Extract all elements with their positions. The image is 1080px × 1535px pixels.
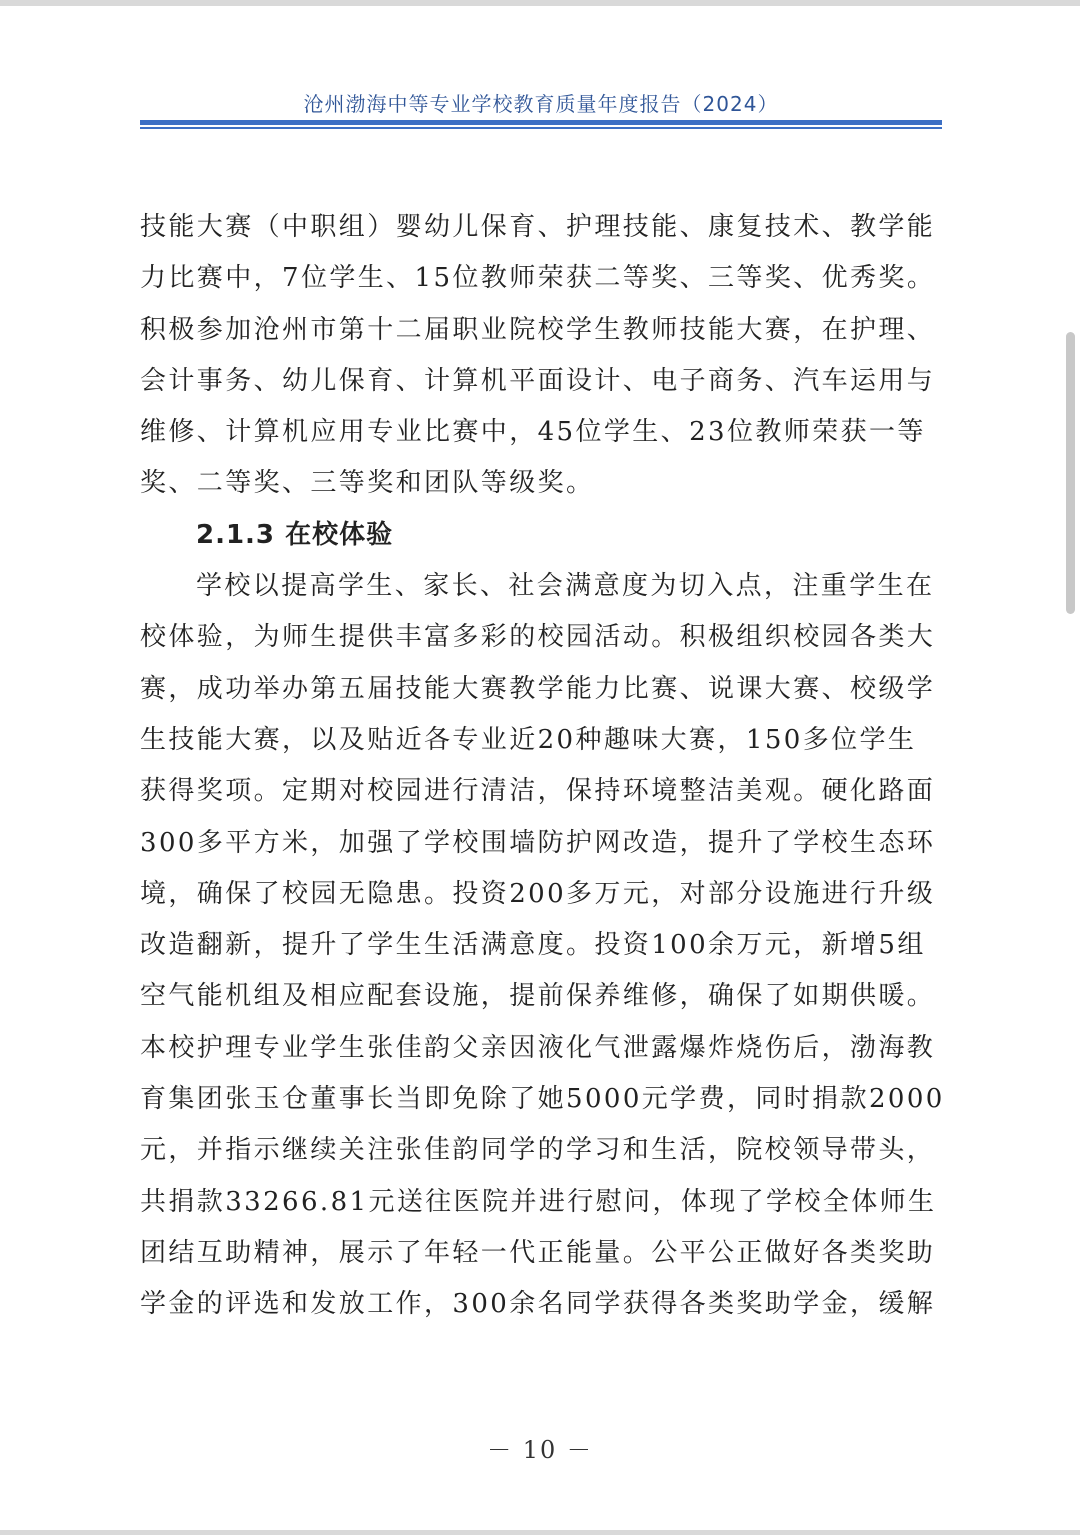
text-line: 育集团张玉仓董事长当即免除了她5000元学费，同时捐款2000 xyxy=(140,1084,945,1115)
text-line: 会计事务、幼儿保育、计算机平面设计、电子商务、汽车运用与 xyxy=(140,365,936,396)
scrollbar[interactable] xyxy=(1064,6,1080,1530)
text-line: 维修、计算机应用专业比赛中，45位学生、23位教师荣获一等 xyxy=(140,417,926,448)
text-line: 积极参加沧州市第十二届职业院校学生教师技能大赛，在护理、 xyxy=(140,314,936,345)
text-line: 奖、二等奖、三等奖和团队等级奖。 xyxy=(140,468,595,499)
paragraph-campus-experience xyxy=(140,561,945,1330)
document-page xyxy=(0,6,1080,1530)
section-heading: 2.1.3 在校体验 xyxy=(196,519,394,550)
text-line: 共捐款33266.81元送往医院并进行慰问，体现了学校全体师生 xyxy=(140,1186,937,1217)
text-line: 元，并指示继续关注张佳韵同学的学习和生活，院校领导带头， xyxy=(140,1135,936,1166)
text-line: 获得奖项。定期对校园进行清洁，保持环境整洁美观。硬化路面 xyxy=(140,776,936,807)
text-line: 团结互助精神，展示了年轻一代正能量。公平公正做好各类奖助 xyxy=(140,1237,936,1268)
header-rule-thick xyxy=(140,120,942,125)
paragraph-competitions xyxy=(140,202,940,510)
text-line: 300多平方米，加强了学校围墙防护网改造，提升了学校生态环 xyxy=(140,827,936,858)
text-line: 技能大赛（中职组）婴幼儿保育、护理技能、康复技术、教学能 xyxy=(140,212,936,242)
text-line: 境，确保了校园无隐患。投资200多万元，对部分设施进行升级 xyxy=(140,878,936,909)
text-line: 力比赛中，7位学生、15位教师荣获二等奖、三等奖、优秀奖。 xyxy=(140,263,936,294)
text-line: 改造翻新，提升了学生生活满意度。投资100余万元，新增5组 xyxy=(140,930,926,961)
text-line: 学校以提高学生、家长、社会满意度为切入点，注重学生在 xyxy=(196,571,935,602)
scrollbar-thumb[interactable] xyxy=(1066,332,1075,614)
page-number: － 10 － xyxy=(487,1436,593,1464)
text-line: 生技能大赛，以及贴近各专业近20种趣味大赛，150多位学生 xyxy=(140,724,917,755)
text-line: 校体验，为师生提供丰富多彩的校园活动。积极组织校园各类大 xyxy=(140,622,936,653)
text-line: 空气能机组及相应配套设施，提前保养维修，确保了如期供暖。 xyxy=(140,981,936,1012)
text-line: 本校护理专业学生张佳韵父亲因液化气泄露爆炸烧伤后，渤海教 xyxy=(140,1032,936,1063)
text-line: 学金的评选和发放工作，300余名同学获得各类奖助学金，缓解 xyxy=(140,1289,936,1320)
report-header-title: 沧州渤海中等专业学校教育质量年度报告（2024） xyxy=(303,92,779,116)
body-text xyxy=(140,202,945,1331)
text-line: 赛，成功举办第五届技能大赛教学能力比赛、说课大赛、校级学 xyxy=(140,673,936,704)
header-rule-thin xyxy=(140,127,942,129)
